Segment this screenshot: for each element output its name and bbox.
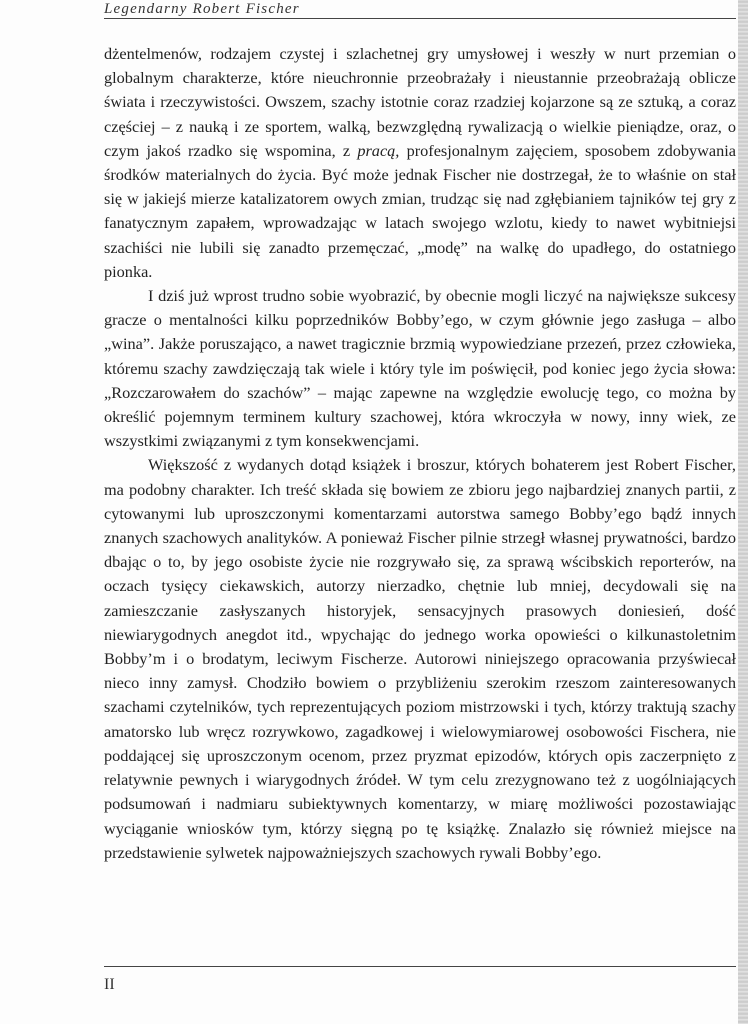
paragraph-2: I dziś już wprost trudno sobie wyobrazić, by obecnie mogli liczyć na największe sukcesy gracze o mentalności kilku poprzedników Bobby’ego, w czym głównie jego zasługa – albo „wina”. Jakże poruszająco, a nawet tragicznie brzmią wypowiedziane przezeń, przez człowieka, któremu szachy zawdzięczają tak wiele i który tyle im poświęcił, pod koniec jego życia słowa: „Rozczarowałem do szachów” – mając zapewne na względzie ewolucję tego, co można by określić pojemnym terminem kultury szachowej, która wkroczyła w nowy, inny wiek, ze wszystkimi związanymi z tym konsekwencjami. [104,286,736,451]
page-number: II [104,976,115,993]
footer-rule [104,966,736,967]
header-rule [104,18,736,19]
paragraph-1-emphasis: pracą, [357,140,400,160]
running-head: Legendarny Robert Fischer [104,1,300,17]
body-text [104,42,736,865]
scan-edge [738,0,748,1024]
paragraph-1-text: dżentelmenów, rodzajem czystej i szlachetnej gry umysłowej i weszły w nurt przemian o globalnym charakterze, które nieuchronnie przeobrażały i nieustannie przeobrażają oblicze świata i rzeczywistości. Owszem, szachy istotnie coraz rzadziej kojarzone są ze sztuką, a coraz częściej – z nauką i ze sportem, walką, bezwzględną rywalizacją o wielkie pieniądze, oraz, o czym jakoś rzadko się wspomina, z [104,44,736,160]
paragraph-1 [104,42,736,284]
paragraph-3: Większość z wydanych dotąd książek i broszur, których bohaterem jest Robert Fischer, ma podobny charakter. Ich treść składa się bowiem ze zbioru jego najbardziej znanych partii, z cytowanymi lub uproszczonymi komentarzami autorstwa samego Bobby’ego bądź innych znanych szachowych analityków. A ponieważ Fischer pilnie strzegł własnej prywatności, bardzo dbając o to, by jego osobiste życie nie rozgrywało się, za sprawą wścibskich reporterów, na oczach tysięcy ciekawskich, autorzy nierzadko, chętnie lub mniej, decydowali się na zamieszczanie zasłyszanych historyjek, sensacyjnych prasowych doniesień, dość niewiarygodnych anegdot itd., wpychając do jednego worka opowieści o kilkunastoletnim Bobby’m i o brodatym, leciwym Fischerze. Autorowi niniejszego opracowania przyświecał nieco inny zamysł. Chodziło bowiem o przybliżeniu szerokim rzeszom zainteresowanych szachami czytelników, tych reprezentujących poziom mistrzowski i tych, którzy traktują szachy amatorsko lub wręcz rozrywkowo, zagadkowej i wielowymiarowej osobowości Fischera, nie poddającej się uproszczonym ocenom, przez pryzmat epizodów, których opis zaczerpnięto z relatywnie pewnych i wiarygodnych źródeł. W tym celu zrezygnowano też z uogólniających podsumowań i nadmiaru subiektywnych komentarzy, w miarę możliwości pozostawiając wyciąganie wniosków tym, którzy sięgną po tę książkę. Znalazło się również miejsce na przedstawienie sylwetek najpoważniejszych szachowych rywali Bobby’ego. [104,455,736,862]
paragraph-1-text-end: profesjonalnym zajęciem, sposobem zdobywania środków materialnych do życia. Być może jednak Fischer nie dostrzegał, że to właśnie on stał się w jakiejś mierze katalizatorem owych zmian, trudząc się nad zgłębianiem tajników tej gry z fanatycznym zapałem, wprowadzając w latach swojego wzlotu, kiedy to nawet wybitniejsi szachiści nie lubili się zanadto przemęczać, „modę” na walkę do upadłego, do ostatniego pionka. [104,140,737,281]
